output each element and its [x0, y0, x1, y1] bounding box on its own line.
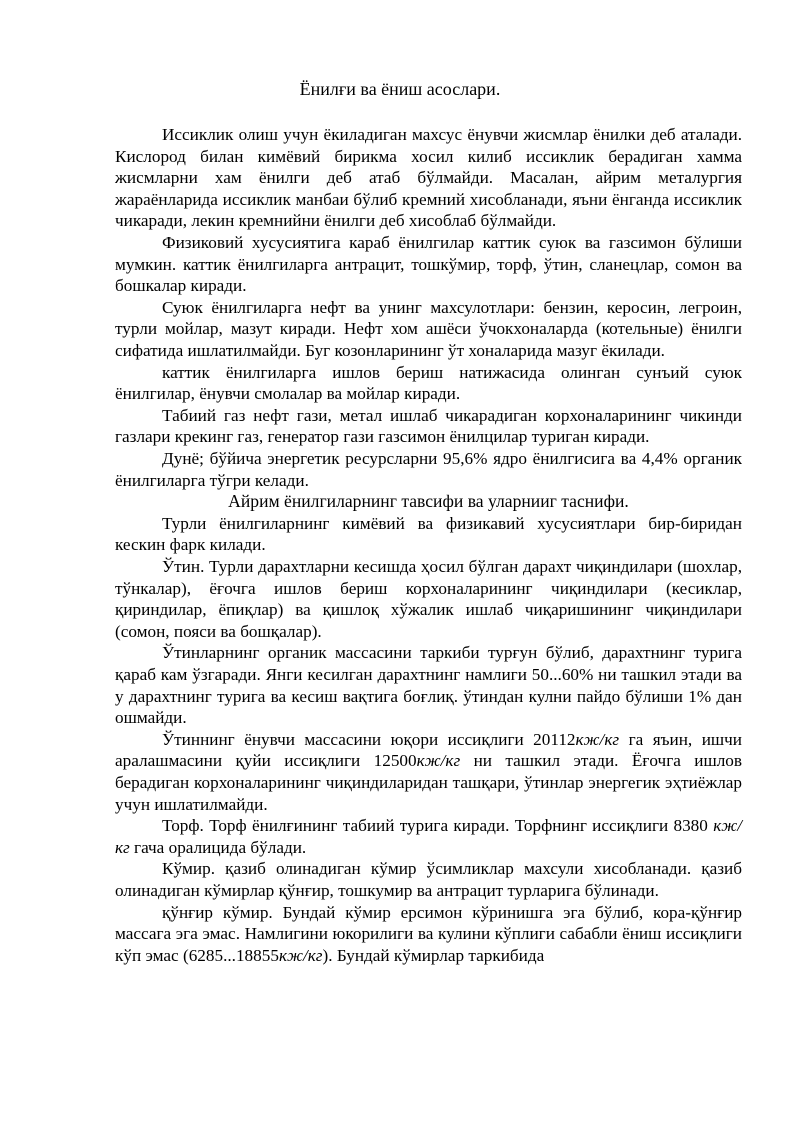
paragraph: Иссиклик олиш учун ёкиладиган махсус ёнувчи жисмлар ёнилки деб аталади. Кислород билан кимёвий бирикма хосил килиб иссиклик берадиган хамма жисмларни хам ёнилги деб атаб бўлмайди. Масалан, айрим металургия жараёнларида иссиклик манбаи бўлиб кремний хисобланади, яъни ёнганда иссиклик чикаради, лекин кремнийни ёнилги деб хисоблаб бўлмайди.: [115, 125, 742, 231]
document-title: Ёнилғи ва ёниш асослари.: [299, 79, 501, 99]
paragraph-text: ). Бундай кўмирлар таркибида: [322, 945, 545, 965]
section-heading: Айрим ёнилгиларнинг тавсифи ва уларнииг таснифи.: [228, 491, 629, 512]
paragraph: Табиий газ нефт гази, метал ишлаб чикарадиган корхоналарининг чикинди газлари крекинг газ, генератор гази газсимон ёнилцилар туриган киради.: [115, 405, 742, 447]
paragraph-text: Ўтиннинг ёнувчи массасини юқори иссиқлиги 20112: [162, 729, 576, 749]
paragraph-text: Торф. Торф ёнилғининг табиий турига киради. Торфнинг иссиқлиги 8380: [162, 816, 714, 836]
paragraph: Ўтинларнинг органик массасини таркиби турғун бўлиб, дарахтнинг турига қараб кам ўзгаради. Янги кесилган дарахтнинг намлиги 50...60% ни ташкил этади ва у дарахтнинг турига ва кесиш вақтига боғлиқ. ўтиндан кулни пайдо бўлиши 1% дан ошмайди.: [115, 643, 742, 728]
paragraph: Физиковий хусусиятига караб ёнилгилар каттик суюк ва газсимон бўлиши мумкин. каттик ёнилгиларга антрацит, тошкўмир, торф, ўтин, сланецлар, сомон ва бошкалар киради.: [115, 232, 742, 296]
unit-text: кж/кг: [575, 729, 620, 749]
paragraph: каттик ёнилгиларга ишлов бериш натижасида олинган сунъий суюк ёнилгилар, ёнувчи смолалар ва мойлар киради.: [115, 362, 742, 404]
paragraph-text: ни ташкил этади. Ёғочга ишлов берадиган корхоналарининг чиқиндиларидан ташқари, ўтинлар энергегик эҳтиёжлар учун ишлатилмайди.: [115, 751, 743, 814]
paragraph: Кўмир. қазиб олинадиган кўмир ўсимликлар махсули хисобланади. қазиб олинадиган кўмирлар қўнғир, тошкумир ва антрацит турларига бўлинади.: [115, 859, 742, 900]
unit-text: кж/кг: [115, 816, 742, 857]
paragraph: [115, 902, 742, 967]
unit-text: кж/кг: [416, 751, 461, 771]
paragraph: [115, 729, 742, 815]
paragraph: [115, 815, 742, 858]
unit-text: кж/кг: [278, 945, 323, 965]
paragraph-text: га яъин, ишчи аралашмасини қуйи иссиқлиги 12500: [115, 729, 742, 771]
document-body: [115, 124, 742, 966]
paragraph: Дунё; бўйича энергетик ресурсларни 95,6% ядро ёнилгисига ва 4,4% органик ёнилгиларга тўгри келади.: [115, 448, 742, 490]
paragraph-text: қўнғир кўмир. Бундай кўмир ерсимон кўринишга эга бўлиб, кора-қўнғир массага эга эмас. Намлигини юкорилиги ва кулини кўплиги сабабли ёниш иссиқлиги кўп эмас (6285...18855: [115, 902, 742, 965]
paragraph: Турли ёнилгиларнинг кимёвий ва физикавий хусусиятлари бир-биридан кескин фарк килади.: [115, 513, 742, 555]
paragraph: Суюк ёнилгиларга нефт ва унинг махсулотлари: бензин, керосин, легроин, турли мойлар, мазут киради. Нефт хом ашёси ўчокхоналарда (котельные) ёнилги сифатида ишлатилмайди. Буг козонларининг ўт хоналарида мазуг ёкилади.: [115, 297, 742, 360]
paragraph: Ўтин. Турли дарахтларни кесишда ҳосил бўлган дарахт чиқиндилари (шохлар, тўнкалар), ёғочга ишлов бериш корхоналарининг чиқиндилари (кесиклар, қириндилар, ёпиқлар) ва қишлоқ хўжалик ишлаб чиқаришининг чиқиндилари (сомон, пояси ва бошқалар).: [115, 557, 742, 641]
paragraph-text: гача оралицида бўлади.: [129, 837, 307, 857]
